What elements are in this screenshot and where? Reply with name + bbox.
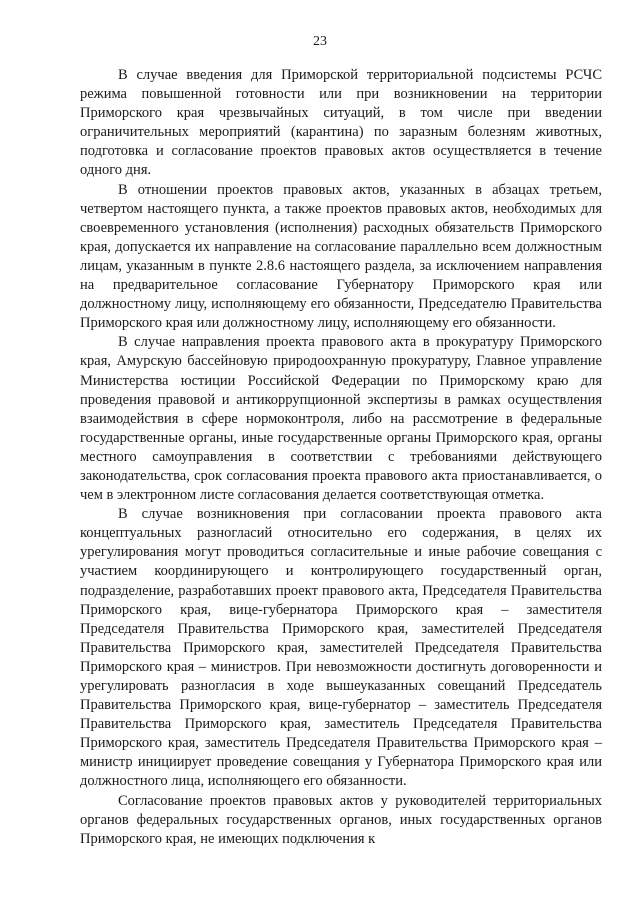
paragraph-2: В отношении проектов правовых актов, указанных в абзацах третьем, четвертом настоящего пункта, а также проектов правовых актов, необходимых для своевременного установления (исполнения) расходных обязательств Приморского края, допускается их направление на согласование параллельно всем должностным лицам, указанным в пункте 2.8.6 настоящего раздела, за исключением направления на предварительное согласование Губернатору Приморского края или должностному лицу, исполняющему его обязанности, Председателю Правительства Приморского края или должностному лицу, исполняющему его обязанности. [80,181,602,332]
page-number: 23 [313,34,327,49]
paragraph-1: В случае введения для Приморской территориальной подсистемы РСЧС режима повышенной готовности или при возникновении на территории Приморского края чрезвычайных ситуаций, в том числе при введении ограничительных мероприятий (карантина) по заразным болезням животных, подготовка и согласование проектов правовых актов осуществляется в течение одного дня. [80,67,602,179]
paragraph-3: В случае направления проекта правового акта в прокуратуру Приморского края, Амурскую бассейновую природоохранную прокуратуру, Главное управление Министерства юстиции Российской Федерации по Приморскому краю для проведения правовой и антикоррупционной экспертизы в рамках осуществления взаимодействия в сфере нормоконтроля, либо на рассмотрение в федеральные государственные органы, иные государственные органы Приморского края, органы местного самоуправления в соответствии с требованиями действующего законодательства, срок согласования проекта правового акта приостанавливается, о чем в электронном листе согласования делается соответствующая отметка. [80,334,602,504]
document-body [80,66,602,849]
paragraph-4: В случае возникновения при согласовании проекта правового акта концептуальных разногласий относительно его содержания, в целях их урегулирования могут проводиться согласительные и иные рабочие совещания с участием координирующего и контролирующего государственный орган, подразделение, разработавших проект правового акта, Председателя Правительства Приморского края, вице-губернатора Приморского края – заместителя Председателя Правительства Приморского края, заместителей Председателя Правительства Приморского края, заместителей Председателя Правительства Приморского края – министров. При невозможности достигнуть договоренности и урегулировать разногласия в ходе вышеуказанных совещаний Председатель Правительства Приморского края, вице-губернатор – заместитель Председателя Правительства Приморского края, заместитель Председателя Правительства Приморского края, заместитель Председателя Правительства Приморского края – министр инициирует проведение совещания у Губернатора Приморского края или должностного лица, исполняющего его обязанности. [80,506,602,790]
paragraph-5: Согласование проектов правовых актов у руководителей территориальных органов федеральных государственных органов, иных государственных органов Приморского края, не имеющих подключения к [80,792,602,847]
